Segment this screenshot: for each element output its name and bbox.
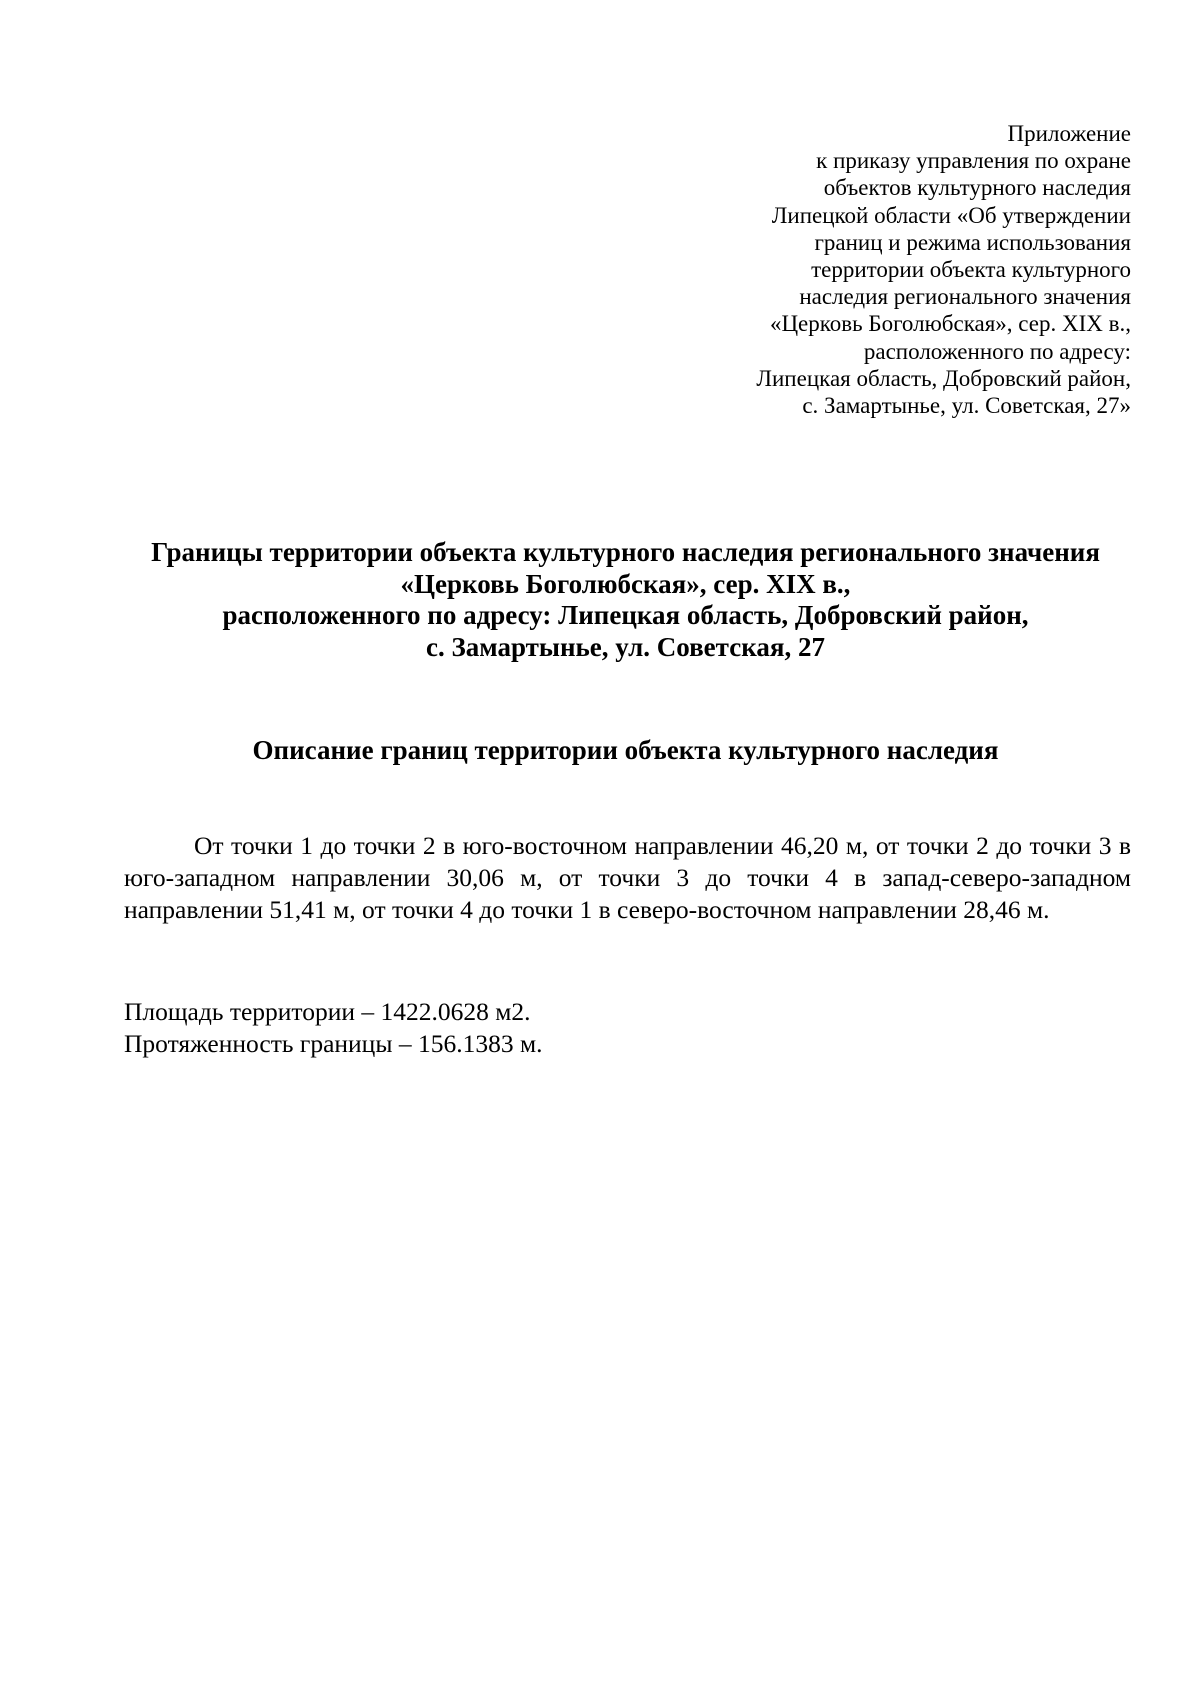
appendix-line: «Церковь Боголюбская», сер. XIX в.,: [769, 311, 1131, 337]
appendix-line: расположенного по адресу:: [863, 338, 1131, 364]
title-line: «Церковь Боголюбская», сер. XIX в.,: [400, 568, 851, 599]
boundary-facts: [124, 996, 824, 1060]
section-heading: Описание границ территории объекта культурного наследия: [252, 735, 999, 765]
appendix-line: Липецкой области «Об утверждении: [771, 202, 1131, 228]
appendix-line: к приказу управления по охране: [816, 148, 1131, 174]
title-line: с. Замартынье, ул. Советская, 27: [426, 631, 825, 662]
appendix-line: объектов культурного наследия: [823, 175, 1131, 201]
area-text: Площадь территории – 1422.0628 м2.: [124, 997, 531, 1026]
perimeter-text: Протяженность границы – 156.1383 м.: [124, 1029, 543, 1058]
appendix-line: наследия регионального значения: [799, 284, 1131, 310]
appendix-line: Липецкая область, Добровский район,: [756, 365, 1131, 391]
title-line: Границы территории объекта культурного наследия регионального значения: [151, 537, 1100, 567]
boundary-description: От точки 1 до точки 2 в юго-восточном направлении 46,20 м, от точки 2 до точки 3 в юго-западном направлении 30,06 м, от точки 3 до точки 4 в запад-северо-западном направлении 51,41 м, от точки 4 до точки 1 в северо-восточном направлении 28,46 м.: [124, 831, 1131, 924]
appendix-line: с. Замартынье, ул. Советская, 27»: [802, 393, 1131, 419]
document-title: [120, 537, 1131, 663]
appendix-line: границ и режима использования: [814, 229, 1131, 255]
appendix-line: Приложение: [1007, 121, 1131, 146]
appendix-header: [651, 120, 1131, 419]
appendix-line: территории объекта культурного: [811, 257, 1131, 283]
title-line: расположенного по адресу: Липецкая область, Добровский район,: [222, 600, 1029, 630]
